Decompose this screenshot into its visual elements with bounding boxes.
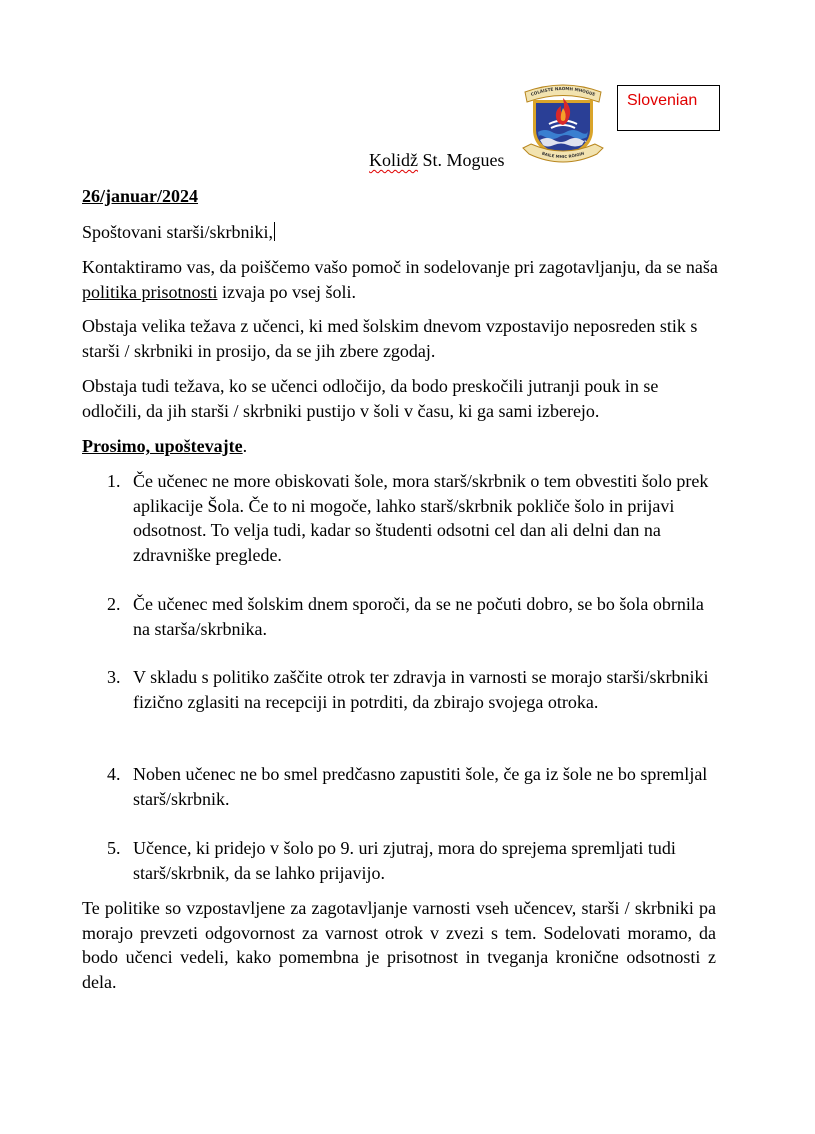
list-item-number: 2.	[107, 594, 121, 614]
list-item	[107, 836, 717, 885]
notice-punctuation: .	[242, 436, 248, 456]
list-item-number: 1.	[107, 471, 121, 491]
list-item-text: Noben učenec ne bo smel predčasno zapustiti šole, če ga iz šole ne bo spremljal starš/skrbnik.	[133, 764, 708, 809]
list-item	[107, 762, 717, 811]
closing-paragraph: Te politike so vzpostavljene za zagotavljanje varnosti vseh učencev, starši / skrbniki pa morajo prevzeti odgovornost za varnost otrok v zvezi s tem. Sodelovati moramo, da bodo učenci vedeli, kako pomembna je prisotnost in tveganja kronične odsotnosti z dela.	[82, 898, 716, 992]
school-crest-logo	[521, 84, 605, 166]
salutation-text: Spoštovani starši/skrbniki,	[82, 222, 274, 242]
college-name-rest: St. Mogues	[418, 150, 505, 170]
attendance-policy-link: politika prisotnosti	[82, 281, 218, 302]
list-item-text: Če učenec med šolskim dnem sporoči, da se ne počuti dobro, se bo šola obrnila na starša/skrbnika.	[133, 594, 704, 639]
notice-heading	[82, 434, 247, 459]
college-name	[369, 148, 505, 173]
svg-text:BAILE MHIC RÓIGIN: BAILE MHIC RÓIGIN	[541, 150, 585, 160]
list-item-text: V skladu s politiko zaščite otrok ter zdravja in varnosti se morajo starši/skrbniki fizično zglasiti na recepciji in potrditi, da zbirajo svojega otroka.	[133, 667, 709, 712]
list-item	[107, 665, 717, 714]
list-item	[107, 469, 717, 567]
list-item-text: Če učenec ne more obiskovati šole, mora starš/skrbnik o tem obvestiti šolo prek aplikacije Šola. Če to ni mogoče, lahko starš/skrbnik pokliče šolo in prijavi odsotnost. To velja tudi, kadar so študenti odsotni cel dan ali delni dan na zdravniške preglede.	[133, 471, 709, 565]
paragraph-2: Obstaja velika težava z učenci, ki med šolskim dnevom vzpostavijo neposreden stik s starši / skrbniki in prosijo, da se jih zbere zgodaj.	[82, 316, 698, 361]
letter-date: 26/januar/2024	[82, 186, 199, 206]
list-item-number: 3.	[107, 667, 121, 687]
college-name-misspelled-word: Kolidž	[369, 150, 418, 170]
list-item-number: 5.	[107, 838, 121, 858]
paragraph-1-before: Kontaktiramo vas, da poiščemo vašo pomoč in sodelovanje pri zagotavljanju, da se naša	[82, 257, 718, 277]
paragraph-1	[82, 255, 722, 304]
svg-text:COLÁISTE NAOMH MHOGUE: COLÁISTE NAOMH MHOGUE	[530, 85, 596, 97]
notice-label: Prosimo, upoštevajte	[82, 436, 243, 456]
text-cursor	[274, 222, 275, 241]
list-item-number: 4.	[107, 764, 121, 784]
paragraph-1-after: izvaja po vsej šoli.	[217, 281, 356, 302]
paragraph-3: Obstaja tudi težava, ko se učenci odločijo, da bodo preskočili jutranji pouk in se odločili, da jih starši / skrbniki pustijo v šoli v času, ki ga sami izberejo.	[82, 376, 659, 421]
salutation	[82, 220, 275, 245]
list-item	[107, 592, 717, 641]
language-label: Slovenian	[627, 92, 698, 109]
language-label-box	[617, 85, 720, 131]
list-item-text: Učence, ki pridejo v šolo po 9. uri zjutraj, mora do sprejema spremljati tudi starš/skrbnik, da se lahko prijavijo.	[133, 838, 676, 883]
